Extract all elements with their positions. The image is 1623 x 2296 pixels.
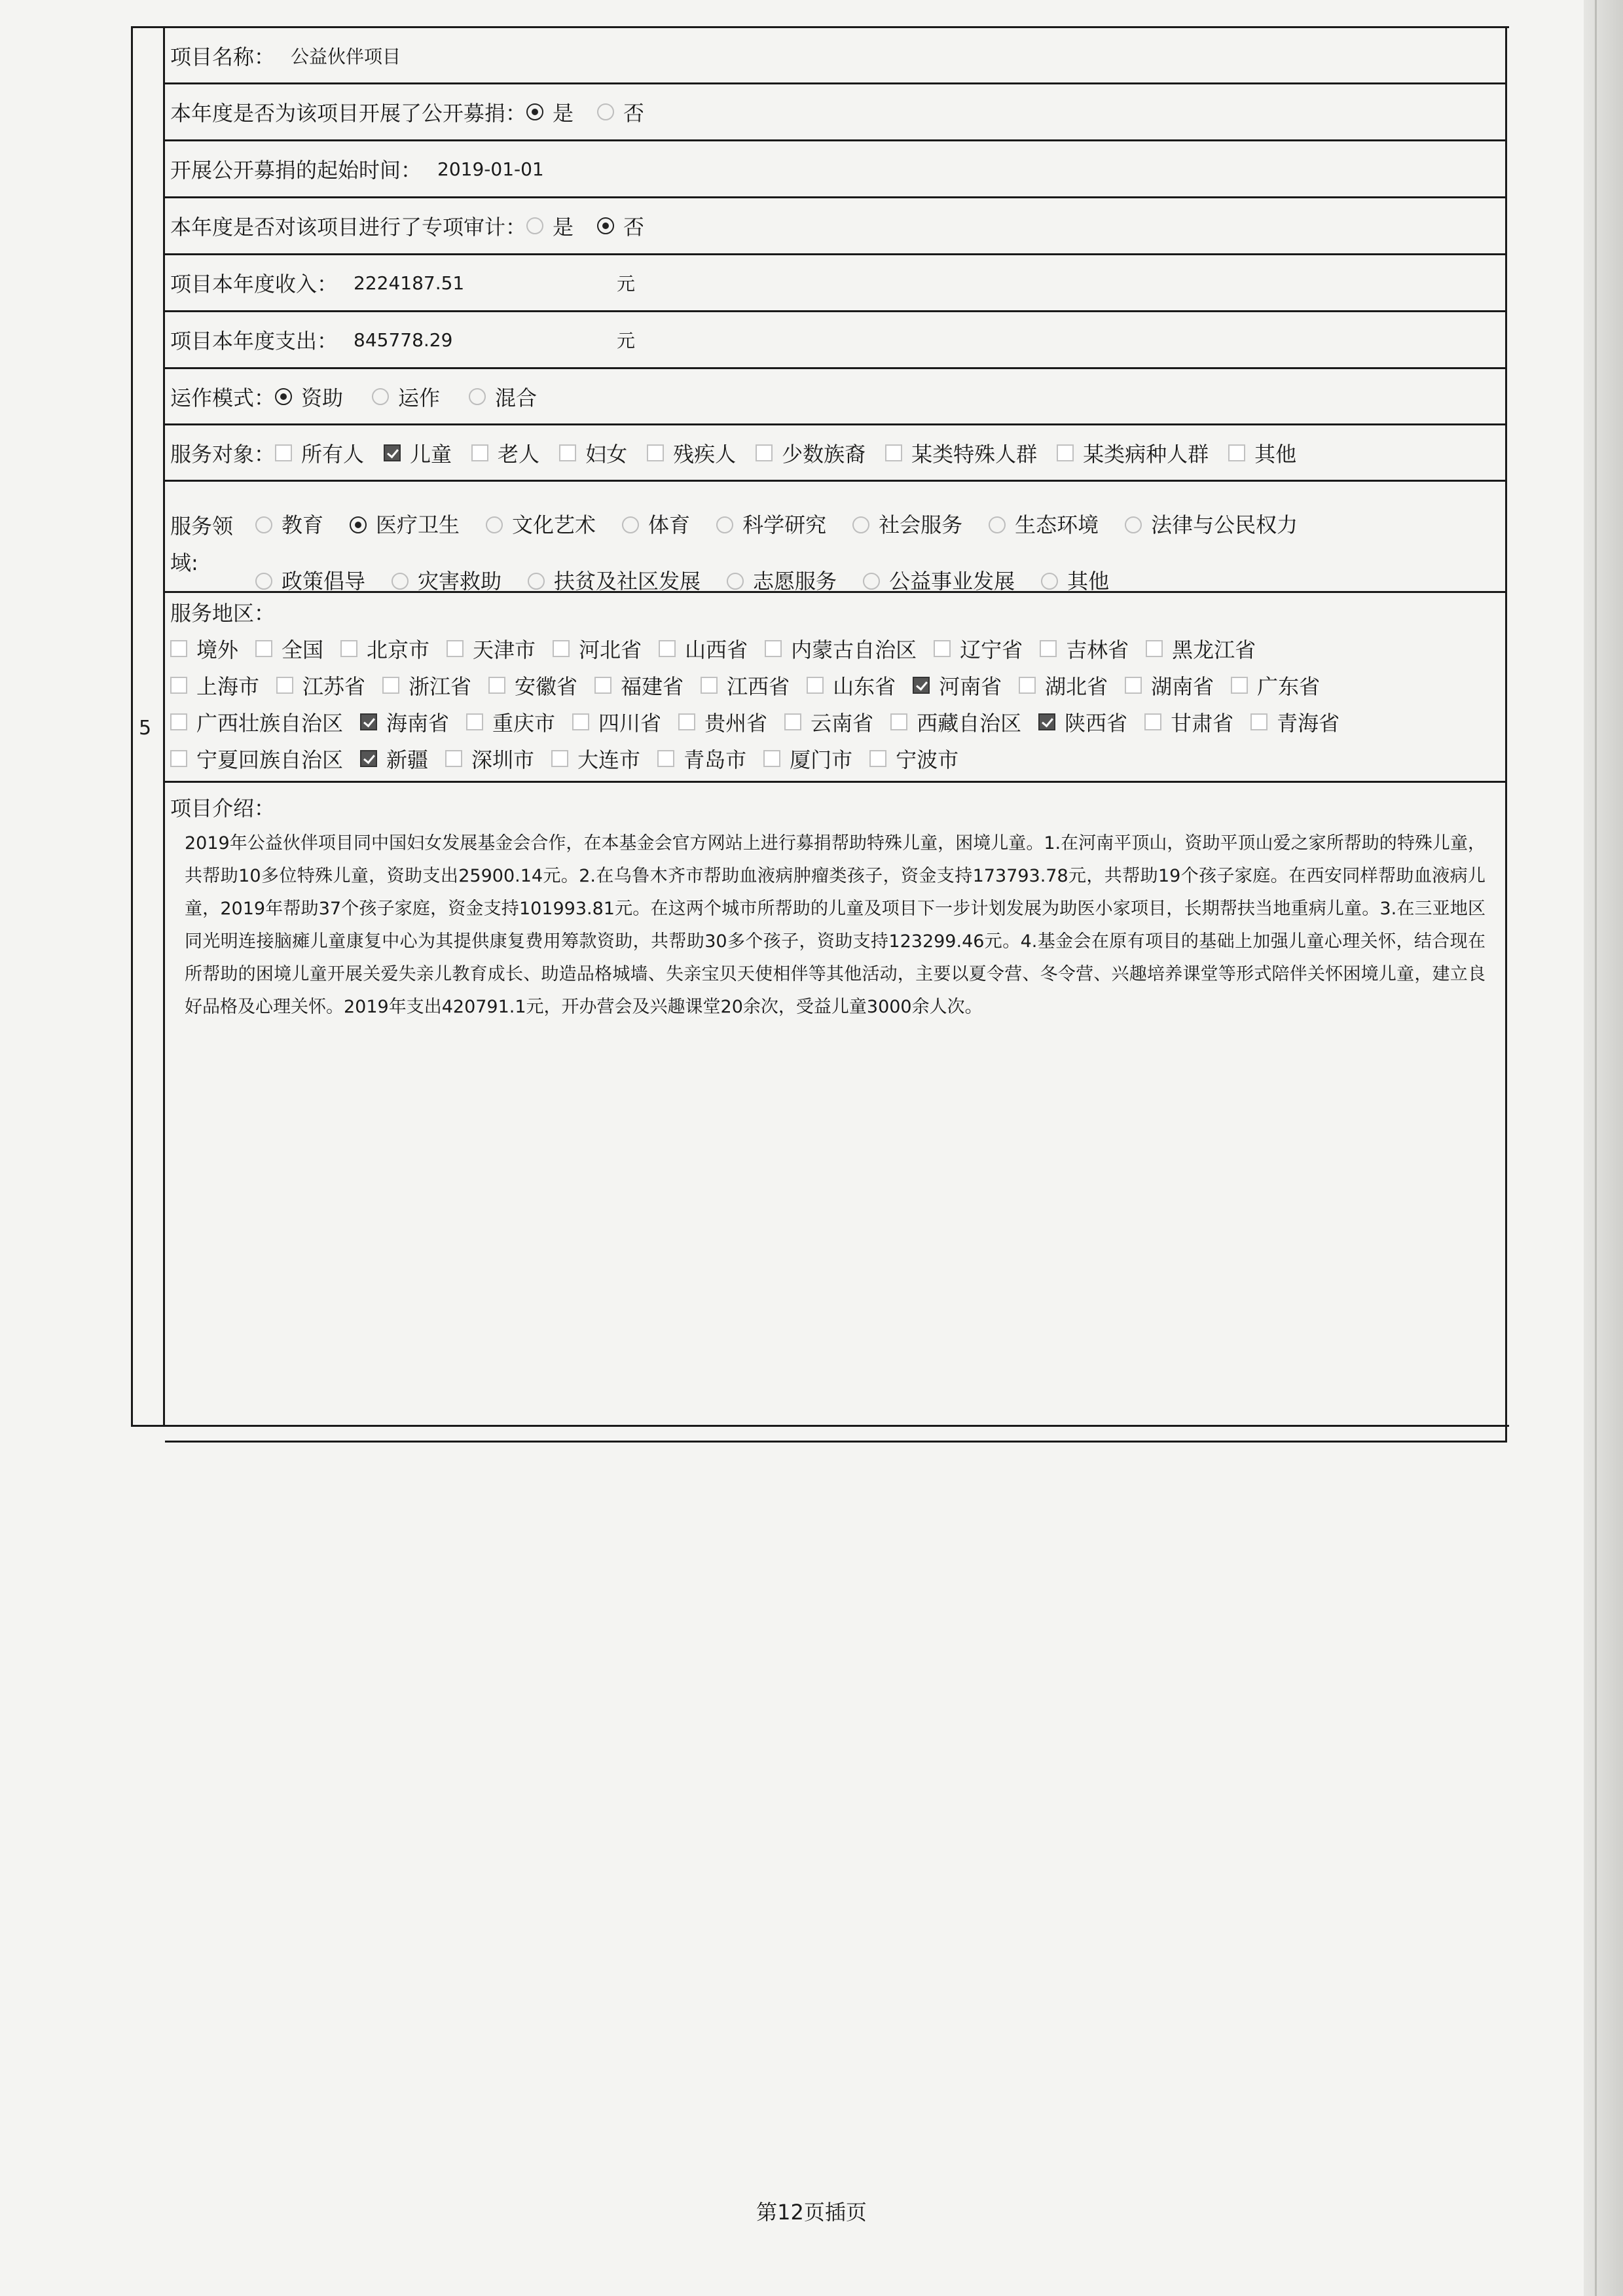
checkbox-icon[interactable] [553,640,570,657]
service-field-option[interactable] [989,499,1099,551]
service-target-option[interactable] [1057,438,1209,468]
radio-icon[interactable] [372,388,389,405]
checkbox-icon[interactable] [1125,677,1142,694]
service-field-option-label: 法律与公民权力 [1151,512,1298,537]
service-region-option-label: 宁波市 [896,747,959,772]
radio-icon[interactable] [716,516,733,533]
service-field-option-label: 扶贫及社区发展 [554,569,701,594]
checkbox-icon[interactable] [678,713,695,730]
radio-icon[interactable] [486,516,503,533]
service-targets-row [165,425,1505,482]
service-region-option[interactable] [1125,670,1214,700]
service-field-option-label: 文化艺术 [512,512,596,537]
project-name-row [165,28,1505,84]
row-index: 5 [139,717,152,740]
service-regions-line [170,744,1357,774]
checkbox-icon[interactable] [488,677,505,694]
operation-mode-label: 运作模式： [170,385,276,410]
service-field-option[interactable] [852,499,962,551]
service-region-option[interactable] [1038,707,1127,737]
public-fundraising-option[interactable] [526,97,574,127]
project-intro-text: 2019年公益伙伴项目同中国妇女发展基金会合作，在本基金会官方网站上进行募捐帮助特殊儿童，困境儿童。1.在河南平顶山，资助平顶山爱之家所帮助的特殊儿童，共帮助10多位特殊儿童，资助支出25900.14元。2.在乌鲁木齐市帮助血液病肿瘤类孩子，资金支持173793.78元，共帮助19个孩子家庭。在西安同样帮助血液病儿童，2019年帮助37个孩子家庭，资金支持101993.81元。在这两个城市所帮助的儿童及项目下一步计划发展为助医小家项目，长期帮扶当地重病儿童。3.在三亚地区同光明连接脑瘫儿童康复中心为其提供康复费用筹款资助，共帮助30多个孩子，资助支持123299.46元。4.基金会在原有项目的基础上加强儿童心理关怀，结合现在所帮助的困境儿童开展关爱失亲儿教育成长、助造品格城墙、失亲宝贝天使相伴等其他活动，主要以夏令营、冬令营、兴趣培养课堂等形式陪伴关怀困境儿童，建立良好品格及心理关怀。2019年支出420791.1元，开办营会及兴趣课堂20余次，受益儿童3000余人次。 [185,833,1486,1017]
checkbox-icon[interactable] [594,677,611,694]
checkbox-icon[interactable] [869,750,886,767]
service-target-option[interactable] [384,438,452,468]
special-audit-options [526,211,668,241]
service-field-option[interactable] [1125,499,1298,551]
service-field-option-label: 其他 [1067,569,1110,594]
radio-icon[interactable] [528,573,545,590]
service-region-option-label: 西藏自治区 [917,711,1022,736]
checkbox-icon[interactable] [701,677,718,694]
service-region-option-label: 浙江省 [409,674,472,699]
service-field-option[interactable] [622,499,690,551]
service-region-option[interactable] [170,744,343,774]
service-region-option[interactable] [255,634,323,664]
service-field-option-label: 公益事业发展 [889,569,1015,594]
radio-icon[interactable] [852,516,869,533]
service-region-option-label: 吉林省 [1066,637,1129,662]
fundraising-start-row [165,141,1505,198]
service-region-option[interactable] [701,670,790,700]
checkbox-icon[interactable] [275,444,292,461]
checkbox-icon[interactable] [1057,444,1074,461]
service-region-option[interactable] [1040,634,1129,664]
service-region-option[interactable] [466,707,555,737]
public-fundraising-option-label: 是 [553,101,574,126]
service-field-option-label: 科学研究 [742,512,827,537]
service-region-option[interactable] [447,634,536,664]
service-region-option[interactable] [1144,707,1233,737]
service-region-option-label: 重庆市 [492,711,556,736]
service-region-option-label: 贵州省 [704,711,768,736]
service-region-option[interactable] [1250,707,1340,737]
service-target-option-label: 少数族裔 [782,441,866,467]
page-edge-line [1595,0,1597,2296]
service-target-option[interactable] [756,438,866,468]
checkbox-icon[interactable] [466,713,483,730]
service-region-option[interactable] [657,744,746,774]
service-region-option-label: 北京市 [367,637,430,662]
service-regions-label: 服务地区： [170,601,276,626]
expense-label: 项目本年度支出： [170,329,338,353]
service-region-option[interactable] [553,634,642,664]
service-field-option-label: 体育 [648,512,691,537]
income-value: 2224187.51 [354,272,465,294]
operation-mode-row [165,369,1505,425]
service-regions-line [170,670,1357,700]
checkbox-icon[interactable] [756,444,773,461]
public-fundraising-label: 本年度是否为该项目开展了公开募捐： [170,101,527,126]
service-region-option[interactable] [934,634,1023,664]
service-regions-row [165,593,1505,783]
checkbox-icon[interactable] [885,444,902,461]
operation-mode-options [275,382,566,412]
service-region-option[interactable] [340,634,429,664]
service-region-option-label: 辽宁省 [960,637,1023,662]
checkbox-icon[interactable] [659,640,676,657]
service-region-option-label: 境外 [196,637,239,662]
project-table [165,26,1507,1443]
service-target-option-label: 某类特殊人群 [911,441,1038,467]
service-region-option[interactable] [594,670,684,700]
service-target-option[interactable] [647,438,736,468]
special-audit-option-label: 是 [553,215,574,240]
checkbox-icon[interactable] [807,677,824,694]
service-field-option[interactable] [486,499,596,551]
radio-icon[interactable] [1041,573,1058,590]
operation-mode-option[interactable] [372,382,440,412]
checkbox-icon[interactable] [551,750,568,767]
fundraising-start-value: 2019-01-01 [437,158,544,180]
checkbox-icon[interactable] [1146,640,1163,657]
service-region-option[interactable] [1019,670,1108,700]
service-region-option[interactable] [1146,634,1256,664]
public-fundraising-options [526,97,668,127]
service-field-option[interactable] [350,499,460,551]
project-intro-label: 项目介绍： [170,796,276,821]
operation-mode-option[interactable] [275,382,343,412]
service-region-option-label: 广西壮族自治区 [196,711,344,736]
service-region-option-label: 湖北省 [1045,674,1108,699]
service-region-option-label: 陕西省 [1065,711,1128,736]
service-region-option-label: 云南省 [811,711,874,736]
service-region-option-label: 青海省 [1277,711,1340,736]
service-field-option-label: 教育 [282,512,324,537]
service-field-option-label: 政策倡导 [282,569,366,594]
radio-icon[interactable] [392,573,409,590]
service-target-option-label: 妇女 [585,441,628,467]
special-audit-option-label: 否 [623,215,645,240]
service-region-option-label: 河北省 [579,637,642,662]
fundraising-start-label: 开展公开募捐的起始时间： [170,158,422,183]
checkbox-icon[interactable] [1144,713,1161,730]
checkbox-icon[interactable] [763,750,780,767]
checkbox-icon[interactable] [447,640,464,657]
radio-icon[interactable] [255,573,272,590]
service-region-option[interactable] [869,744,958,774]
service-field-option-label: 志愿服务 [753,569,837,594]
service-target-option-label: 残疾人 [673,441,737,467]
service-target-option-label: 其他 [1254,441,1297,467]
checkbox-icon[interactable] [647,444,664,461]
checkbox-icon[interactable] [170,640,187,657]
checkbox-icon[interactable] [784,713,801,730]
radio-icon[interactable] [727,573,744,590]
service-region-option[interactable] [488,670,577,700]
radio-icon[interactable] [275,388,292,405]
service-field-option-label: 医疗卫生 [376,512,460,537]
income-label: 项目本年度收入： [170,272,338,296]
service-target-option-label: 所有人 [301,441,365,467]
service-region-option[interactable] [445,744,534,774]
service-region-option[interactable] [784,707,873,737]
service-region-option[interactable] [170,707,343,737]
checkbox-icon[interactable] [170,677,187,694]
service-region-option-label: 山东省 [833,674,896,699]
radio-icon[interactable] [526,217,543,234]
operation-mode-option-label: 资助 [301,385,344,410]
service-region-option[interactable] [913,670,1002,700]
service-region-option-label: 甘肃省 [1171,711,1234,736]
service-target-option[interactable] [885,438,1037,468]
page-edge [1584,0,1623,2296]
service-region-option-label: 海南省 [386,711,450,736]
service-region-option-label: 福建省 [621,674,684,699]
operation-mode-option[interactable] [469,382,537,412]
service-region-option[interactable] [572,707,661,737]
service-region-option-label: 上海市 [196,674,260,699]
service-field-option-label: 灾害救助 [418,569,502,594]
checkbox-icon[interactable] [1250,713,1267,730]
service-region-option[interactable] [890,707,1021,737]
service-region-option-label: 江西省 [727,674,790,699]
project-name-value: 公益伙伴项目 [291,45,401,67]
service-target-option-label: 儿童 [410,441,452,467]
service-target-option-label: 某类病种人群 [1083,441,1209,467]
expense-row [165,312,1505,369]
checkbox-icon[interactable] [1038,713,1055,730]
radio-icon[interactable] [1125,516,1142,533]
checkbox-icon[interactable] [765,640,782,657]
income-row [165,255,1505,312]
checkbox-icon[interactable] [572,713,589,730]
checkbox-icon[interactable] [471,444,488,461]
service-target-option[interactable] [559,438,627,468]
checkbox-icon[interactable] [340,640,357,657]
radio-icon[interactable] [989,516,1006,533]
radio-icon[interactable] [863,573,880,590]
service-region-option[interactable] [551,744,640,774]
checkbox-icon[interactable] [1231,677,1248,694]
service-fields-options [255,482,1324,611]
service-region-option-label: 四川省 [598,711,662,736]
income-unit: 元 [617,273,636,295]
service-region-option-label: 天津市 [473,637,536,662]
service-region-option-label: 黑龙江省 [1172,637,1256,662]
service-fields-line [255,499,1324,551]
radio-icon[interactable] [255,516,272,533]
service-region-option[interactable] [1231,670,1320,700]
checkbox-icon[interactable] [913,677,930,694]
service-target-option[interactable] [471,438,539,468]
service-region-option-label: 安徽省 [515,674,578,699]
service-region-option[interactable] [382,670,471,700]
service-region-option-label: 大连市 [577,747,641,772]
service-region-option-label: 内蒙古自治区 [791,637,917,662]
expense-value: 845778.29 [354,329,453,351]
radio-icon[interactable] [350,516,367,533]
service-regions-options [170,627,1357,776]
checkbox-icon[interactable] [445,750,462,767]
service-target-option-label: 老人 [498,441,540,467]
checkbox-icon[interactable] [1019,677,1036,694]
service-region-option-label: 湖南省 [1151,674,1214,699]
service-regions-line [170,634,1357,664]
service-region-option-label: 厦门市 [790,747,853,772]
service-region-option-label: 深圳市 [471,747,535,772]
checkbox-icon[interactable] [559,444,576,461]
service-field-option[interactable] [255,499,323,551]
service-region-option-label: 青岛市 [684,747,747,772]
service-regions-line [170,707,1357,737]
service-region-option[interactable] [360,707,449,737]
service-target-option[interactable] [1228,438,1296,468]
checkbox-icon[interactable] [255,640,272,657]
checkbox-icon[interactable] [360,713,377,730]
checkbox-icon[interactable] [890,713,907,730]
service-region-option[interactable] [807,670,896,700]
service-field-option-label: 生态环境 [1015,512,1099,537]
service-region-option[interactable] [765,634,917,664]
special-audit-option[interactable] [526,211,574,241]
special-audit-row [165,198,1505,255]
service-region-option[interactable] [763,744,852,774]
radio-icon[interactable] [622,516,639,533]
service-region-option[interactable] [678,707,767,737]
checkbox-icon[interactable] [1228,444,1245,461]
service-region-option-label: 全国 [282,637,324,662]
checkbox-icon[interactable] [360,750,377,767]
service-region-option[interactable] [360,744,428,774]
checkbox-icon[interactable] [934,640,951,657]
service-fields-label-line2: 域: [170,550,198,575]
radio-icon[interactable] [597,103,614,120]
service-target-option[interactable] [275,438,364,468]
checkbox-icon[interactable] [382,677,399,694]
public-fundraising-option[interactable] [597,97,644,127]
checkbox-icon[interactable] [276,677,293,694]
radio-icon[interactable] [469,388,486,405]
special-audit-label: 本年度是否对该项目进行了专项审计： [170,215,527,240]
checkbox-icon[interactable] [384,444,401,461]
radio-icon[interactable] [597,217,614,234]
service-field-option-label: 社会服务 [879,512,963,537]
operation-mode-option-label: 运作 [398,385,441,410]
service-targets-options [275,438,1316,468]
service-region-option-label: 江苏省 [302,674,366,699]
page-footer: 第12页插页 [756,2200,867,2225]
public-fundraising-option-label: 否 [623,101,645,126]
checkbox-icon[interactable] [657,750,674,767]
service-fields-label-line1: 服务领 [170,514,234,539]
special-audit-option[interactable] [597,211,644,241]
checkbox-icon[interactable] [170,713,187,730]
service-field-option[interactable] [716,499,826,551]
service-region-option-label: 宁夏回族自治区 [196,747,344,772]
service-targets-label: 服务对象： [170,441,276,467]
service-region-option[interactable] [659,634,748,664]
project-intro-row [165,783,1505,1441]
service-region-option[interactable] [276,670,365,700]
radio-icon[interactable] [526,103,543,120]
service-fields-row [165,482,1505,593]
service-region-option-label: 新疆 [386,747,429,772]
project-name-label: 项目名称： [170,44,276,69]
checkbox-icon[interactable] [170,750,187,767]
service-region-option[interactable] [170,634,238,664]
operation-mode-option-label: 混合 [495,385,538,410]
public-fundraising-row [165,84,1505,141]
service-region-option[interactable] [170,670,259,700]
service-region-option-label: 广东省 [1257,674,1321,699]
service-fields-label [170,482,255,581]
expense-unit: 元 [617,330,636,351]
service-region-option-label: 河南省 [939,674,1002,699]
checkbox-icon[interactable] [1040,640,1057,657]
service-region-option-label: 山西省 [685,637,748,662]
